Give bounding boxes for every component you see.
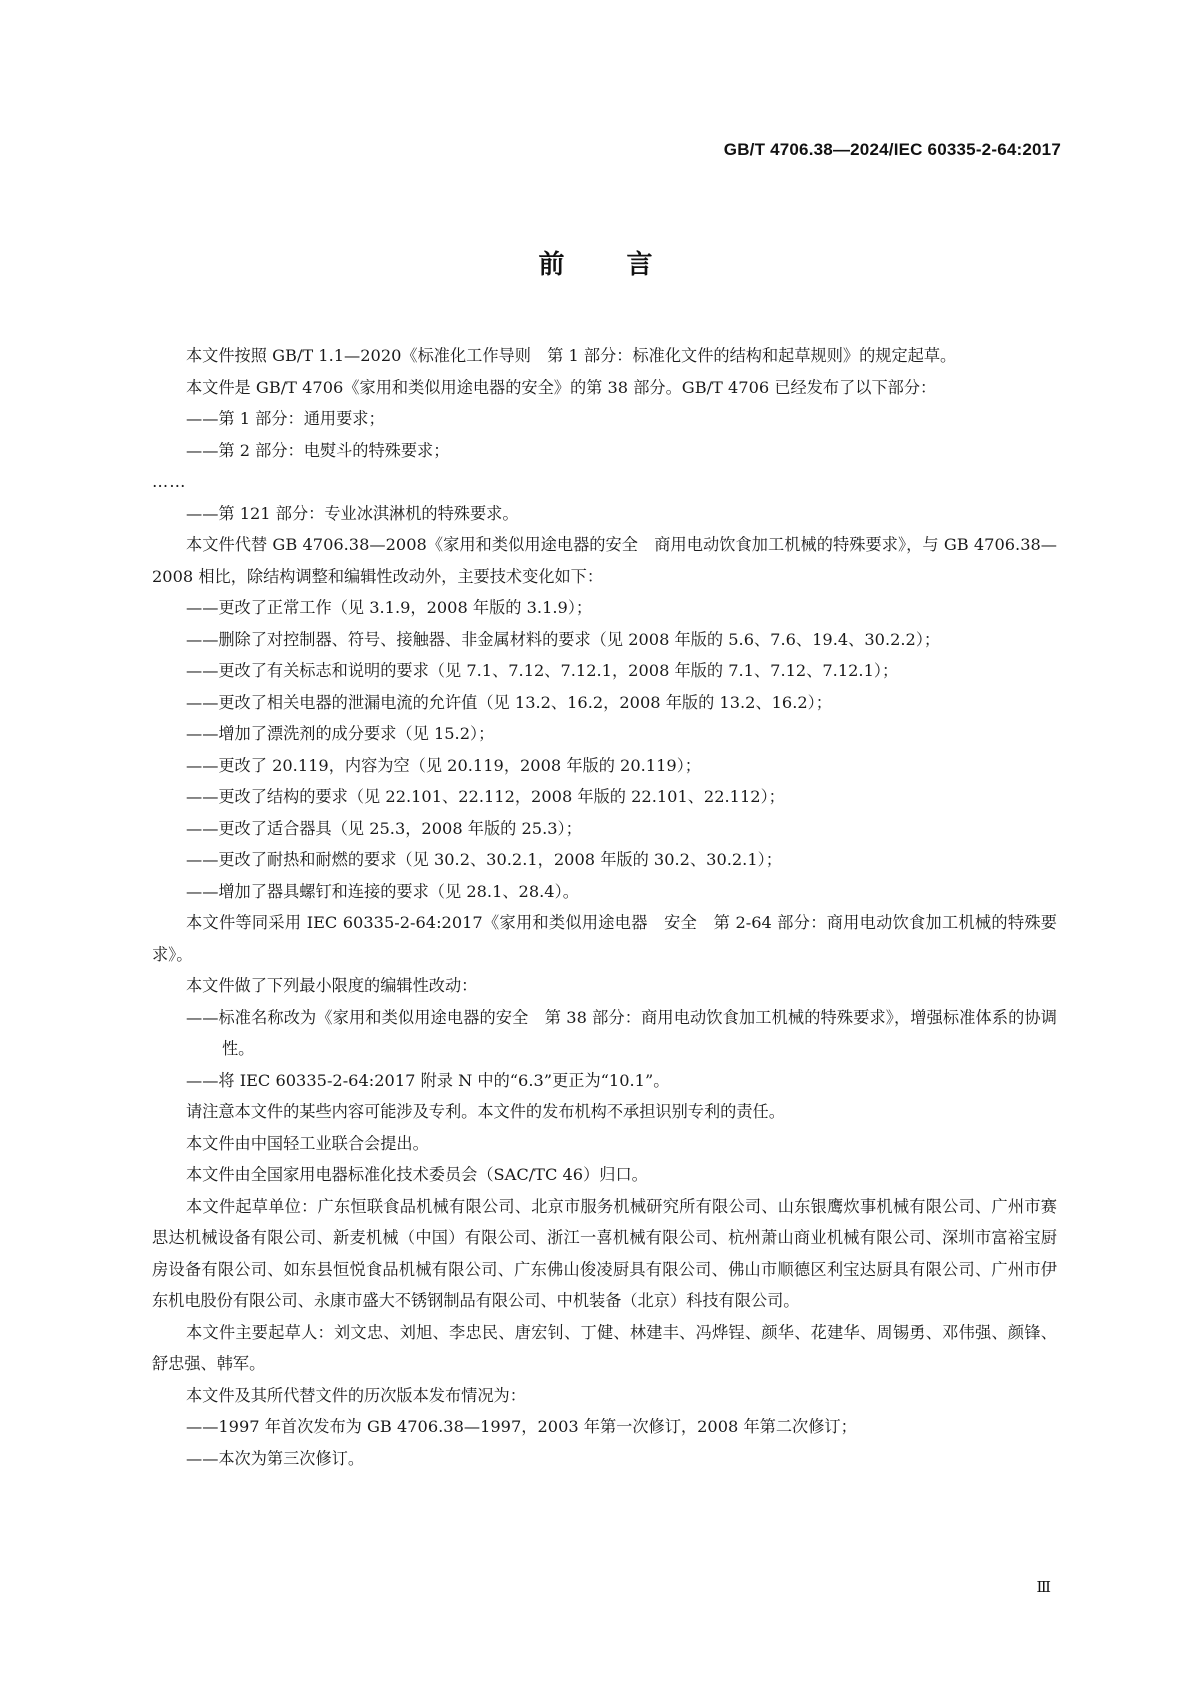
paragraph: 本文件按照 GB/T 1.1—2020《标准化工作导则 第 1 部分：标准化文件的结构和起草规则》的规定起草。 <box>186 346 957 365</box>
list-item: ——标准名称改为《家用和类似用途电器的安全 第 38 部分：商用电动饮食加工机械的特殊要求》，增强标准体系的协调性。 <box>186 1007 1057 1058</box>
page-title: 前言 <box>538 250 715 280</box>
list-item: ——更改了 20.119，内容为空（见 20.119，2008 年版的 20.119）； <box>186 755 701 775</box>
list-item: ——删除了对控制器、符号、接触器、非金属材料的要求（见 2008 年版的 5.6、7.6、19.4、30.2.2）； <box>186 629 941 649</box>
paragraph: 本文件等同采用 IEC 60335-2-64:2017《家用和类似用途电器 安全 第 2-64 部分：商用电动饮食加工机械的特殊要求》。 <box>152 913 1057 964</box>
list-item: ——将 IEC 60335-2-64:2017 附录 N 中的“6.3”更正为“10.1”。 <box>186 1070 670 1090</box>
paragraph: 本文件由全国家用电器标准化技术委员会（SAC/TC 46）归口。 <box>186 1165 648 1184</box>
list-item: ——1997 年首次发布为 GB 4706.38—1997，2003 年第一次修订，2008 年第二次修订； <box>186 1417 857 1436</box>
list-item: ——第 2 部分：电熨斗的特殊要求； <box>186 440 450 460</box>
standard-code-header: GB/T 4706.38—2024/IEC 60335-2-64:2017 <box>723 140 1061 159</box>
list-item: ——更改了结构的要求（见 22.101、22.112，2008 年版的 22.101、22.112）； <box>186 787 785 806</box>
paragraph: 本文件由中国轻工业联合会提出。 <box>186 1133 429 1153</box>
paragraph: 本文件及其所代替文件的历次版本发布情况为： <box>186 1385 526 1405</box>
paragraph: 本文件是 GB/T 4706《家用和类似用途电器的安全》的第 38 部分。GB/T 4706 已经发布了以下部分： <box>186 377 937 397</box>
list-item: ——更改了有关标志和说明的要求（见 7.1、7.12、7.12.1，2008 年版的 7.1、7.12、7.12.1）； <box>186 661 899 680</box>
document-body <box>152 340 1057 1474</box>
list-item: ——更改了正常工作（见 3.1.9，2008 年版的 3.1.9）； <box>186 598 593 617</box>
paragraph: 本文件起草单位：广东恒联食品机械有限公司、北京市服务机械研究所有限公司、山东银鹰炊事机械有限公司、广州市赛思达机械设备有限公司、新麦机械（中国）有限公司、浙江一喜机械有限公司、杭州萧山商业机械有限公司、深圳市富裕宝厨房设备有限公司、如东县恒悦食品机械有限公司、广东佛山俊凌厨具有限公司、佛山市顺德区利宝达厨具有限公司、广州市伊东机电股份有限公司、永康市盛大不锈钢制品有限公司、中机装备（北京）科技有限公司。 <box>152 1196 1057 1310</box>
paragraph: 请注意本文件的某些内容可能涉及专利。本文件的发布机构不承担识别专利的责任。 <box>186 1102 785 1121</box>
list-item: ——更改了适合器具（见 25.3，2008 年版的 25.3）； <box>186 818 582 838</box>
page-number: Ⅲ <box>1036 1578 1051 1596</box>
paragraph: 本文件主要起草人：刘文忠、刘旭、李忠民、唐宏钊、丁健、林建丰、冯烨锃、颜华、花建华、周锡勇、邓伟强、颜锋、舒忠强、韩军。 <box>152 1322 1057 1373</box>
list-ellipsis: …… <box>152 472 187 491</box>
paragraph: 本文件做了下列最小限度的编辑性改动： <box>186 976 478 995</box>
list-item: ——第 1 部分：通用要求； <box>186 409 385 428</box>
list-item: ——更改了耐热和耐燃的要求（见 30.2、30.2.1，2008 年版的 30.2、30.2.1）； <box>186 850 782 869</box>
list-item: ——本次为第三次修订。 <box>186 1448 365 1468</box>
list-item: ——增加了漂洗剂的成分要求（见 15.2）； <box>186 724 495 743</box>
list-item: ——增加了器具螺钉和连接的要求（见 28.1、28.4）。 <box>186 881 579 901</box>
paragraph: 本文件代替 GB 4706.38—2008《家用和类似用途电器的安全 商用电动饮食加工机械的特殊要求》，与 GB 4706.38—2008 相比，除结构调整和编辑性改动外，主要技术变化如下： <box>152 535 1057 586</box>
list-item: ——更改了相关电器的泄漏电流的允许值（见 13.2、16.2，2008 年版的 13.2、16.2）； <box>186 692 832 712</box>
list-item: ——第 121 部分：专业冰淇淋机的特殊要求。 <box>186 503 519 523</box>
